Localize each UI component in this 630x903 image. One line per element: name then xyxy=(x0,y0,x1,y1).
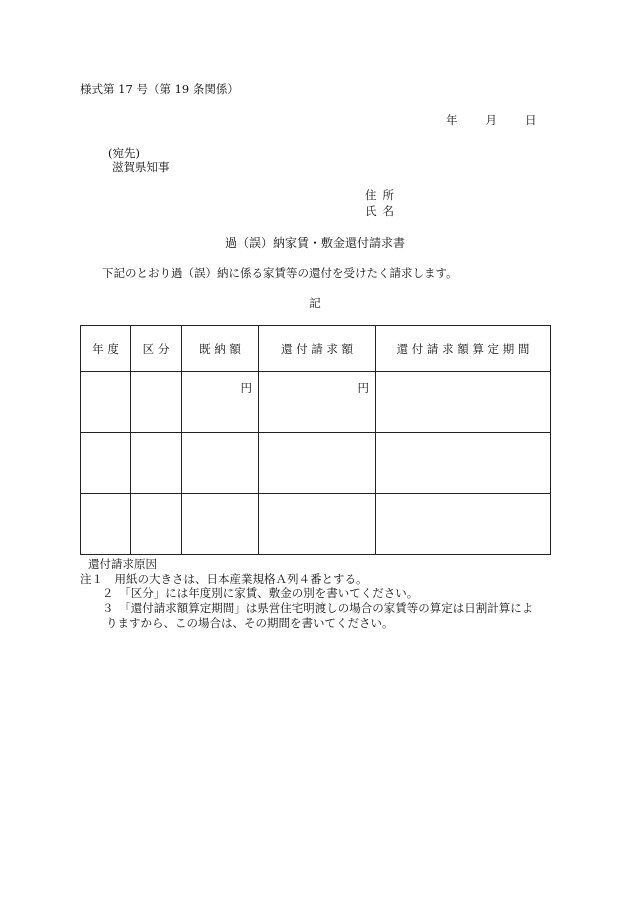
fiscal-year-cell[interactable] xyxy=(81,494,131,555)
category-cell[interactable] xyxy=(131,494,182,555)
table-row xyxy=(81,494,551,555)
header-refund-period: 還 付 請 求 額 算 定 期 間 xyxy=(376,326,551,372)
addressee-name: 滋賀県知事 xyxy=(112,160,170,174)
note-2: ２ 「区分」には年度別に家賃、敷金の別を書いてください。 xyxy=(102,586,419,600)
refund-amount-cell[interactable] xyxy=(259,372,376,433)
date-day-label: 日 xyxy=(525,113,537,127)
ki-label: 記 xyxy=(309,296,321,310)
header-paid-amount: 既 納 額 xyxy=(182,326,259,372)
addressee-label: (宛先) xyxy=(108,146,140,160)
header-category: 区 分 xyxy=(131,326,182,372)
claim-table xyxy=(80,325,551,555)
date-month-label: 月 xyxy=(485,113,497,127)
refund-reason-label: 還付請求原因 xyxy=(88,557,157,571)
refund-period-cell[interactable] xyxy=(376,433,551,494)
note-3: ３ 「還付請求額算定期間」は県営住宅明渡しの場合の家賃等の算定は日割計算によ xyxy=(102,601,534,615)
table-header-row xyxy=(81,326,551,372)
fiscal-year-cell[interactable] xyxy=(81,372,131,433)
yen-unit: 円 xyxy=(357,381,369,395)
note-3-continued: りますから、この場合は、その期間を書いてください。 xyxy=(106,616,394,630)
paid-amount-cell[interactable] xyxy=(182,433,259,494)
form-number: 様式第 17 号（第 19 条関係） xyxy=(80,82,239,96)
header-fiscal-year: 年 度 xyxy=(81,326,131,372)
category-cell[interactable] xyxy=(131,433,182,494)
category-cell[interactable] xyxy=(131,372,182,433)
date-line xyxy=(446,113,537,127)
paid-amount-cell[interactable] xyxy=(182,494,259,555)
fiscal-year-cell[interactable] xyxy=(81,433,131,494)
paid-amount-cell[interactable] xyxy=(182,372,259,433)
note-1: 注１ 用紙の大きさは、日本産業規格Ａ列４番とする。 xyxy=(80,572,368,586)
yen-unit: 円 xyxy=(240,381,252,395)
refund-period-cell[interactable] xyxy=(376,494,551,555)
table-row xyxy=(81,372,551,433)
refund-period-cell[interactable] xyxy=(376,372,551,433)
table-row xyxy=(81,433,551,494)
address-label: 住所 xyxy=(365,188,400,202)
intro-text: 下記のとおり過（誤）納に係る家賃等の還付を受けたく請求します。 xyxy=(102,266,458,280)
header-refund-amount: 還 付 請 求 額 xyxy=(259,326,376,372)
refund-amount-cell[interactable] xyxy=(259,433,376,494)
name-label: 氏名 xyxy=(365,204,400,218)
refund-amount-cell[interactable] xyxy=(259,494,376,555)
date-year-label: 年 xyxy=(446,113,458,127)
document-title: 過（誤）納家賃・敷金還付請求書 xyxy=(224,236,405,250)
